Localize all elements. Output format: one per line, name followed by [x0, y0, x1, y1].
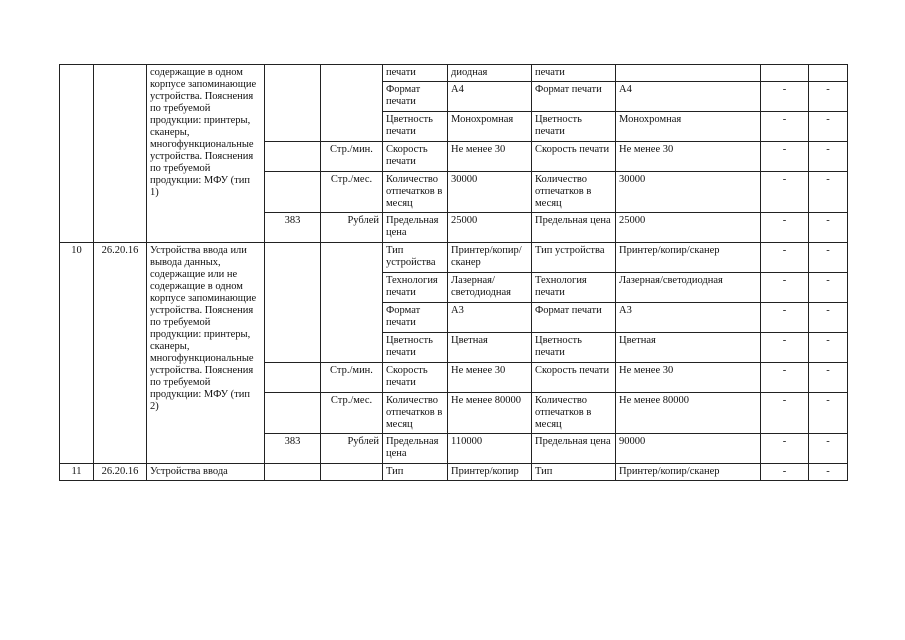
cell-characteristic: Предельная цена: [383, 213, 448, 243]
cell-unit: Стр./мес.: [321, 393, 383, 434]
cell-dash-1: -: [761, 303, 809, 333]
cell-value-2: А4: [616, 82, 761, 112]
cell-code: 383: [265, 434, 321, 464]
cell-characteristic: Цветность печати: [383, 333, 448, 363]
cell-value: А3: [448, 303, 532, 333]
cell-dash-1: -: [761, 142, 809, 172]
cell-code: [265, 393, 321, 434]
cell-characteristic-2: Формат печати: [532, 303, 616, 333]
cell-value-2: Не менее 30: [616, 363, 761, 393]
table-row: [60, 243, 848, 273]
cell-unit: [321, 464, 383, 481]
cell-dash-2: -: [809, 303, 848, 333]
cell-unit: Рублей: [321, 213, 383, 243]
cell-characteristic: Тип: [383, 464, 448, 481]
cell-characteristic: Цветность печати: [383, 112, 448, 142]
cell-dash-2: -: [809, 172, 848, 213]
cell-characteristic: Предельная цена: [383, 434, 448, 464]
cell-value: 30000: [448, 172, 532, 213]
cell-dash-1: -: [761, 273, 809, 303]
cell-description: Устройства ввода: [147, 464, 265, 481]
cell-value-2: 30000: [616, 172, 761, 213]
cell-code: [265, 172, 321, 213]
cell-code: [265, 142, 321, 172]
cell-dash-1: -: [761, 112, 809, 142]
cell-num: 11: [60, 464, 94, 481]
cell-value-2: А3: [616, 303, 761, 333]
cell-value-2: Лазерная/светодиодная: [616, 273, 761, 303]
cell-value-2: Не менее 80000: [616, 393, 761, 434]
table-row: [60, 464, 848, 481]
cell-dash-2: -: [809, 112, 848, 142]
cell-dash-2: -: [809, 273, 848, 303]
cell-value: Принтер/копир: [448, 464, 532, 481]
cell-characteristic-2: Скорость печати: [532, 142, 616, 172]
cell-dash-1: -: [761, 434, 809, 464]
cell-characteristic-2: Предельная цена: [532, 213, 616, 243]
cell-characteristic-2: Цветность печати: [532, 112, 616, 142]
cell-characteristic-2: Количество отпечатков в месяц: [532, 393, 616, 434]
cell-dash-1: [761, 65, 809, 82]
cell-unit: Стр./мес.: [321, 172, 383, 213]
cell-value-2: Не менее 30: [616, 142, 761, 172]
cell-characteristic: Скорость печати: [383, 363, 448, 393]
cell-value: 25000: [448, 213, 532, 243]
requirements-table: [59, 64, 848, 481]
cell-okpd: [94, 65, 147, 243]
table-row: [60, 65, 848, 82]
cell-dash-2: -: [809, 434, 848, 464]
cell-num: 10: [60, 243, 94, 464]
cell-code: [265, 363, 321, 393]
cell-value-2: Принтер/копир/сканер: [616, 464, 761, 481]
cell-characteristic-2: Тип: [532, 464, 616, 481]
cell-unit: [321, 243, 383, 363]
cell-code: [265, 464, 321, 481]
cell-value-2: [616, 65, 761, 82]
cell-dash-2: -: [809, 393, 848, 434]
cell-dash-2: -: [809, 464, 848, 481]
cell-unit: Стр./мин.: [321, 142, 383, 172]
cell-unit: Стр./мин.: [321, 363, 383, 393]
cell-value: Не менее 80000: [448, 393, 532, 434]
cell-value: Цветная: [448, 333, 532, 363]
cell-dash-2: -: [809, 213, 848, 243]
cell-characteristic-2: печати: [532, 65, 616, 82]
cell-characteristic-2: Скорость печати: [532, 363, 616, 393]
cell-okpd: 26.20.16: [94, 243, 147, 464]
cell-dash-1: -: [761, 464, 809, 481]
cell-value-2: Принтер/копир/сканер: [616, 243, 761, 273]
cell-characteristic: Скорость печати: [383, 142, 448, 172]
cell-dash-2: -: [809, 82, 848, 112]
cell-unit: [321, 65, 383, 142]
cell-value: Не менее 30: [448, 363, 532, 393]
cell-characteristic-2: Формат печати: [532, 82, 616, 112]
cell-dash-1: -: [761, 363, 809, 393]
cell-num: [60, 65, 94, 243]
cell-dash-2: -: [809, 243, 848, 273]
cell-characteristic: печати: [383, 65, 448, 82]
cell-characteristic: Количество отпечатков в месяц: [383, 393, 448, 434]
cell-characteristic-2: Тип устройства: [532, 243, 616, 273]
cell-value-2: Монохромная: [616, 112, 761, 142]
cell-description: содержащие в одном корпусе запоминающие устройства. Пояснения по требуемой продукции: принтеры, сканеры, многофункциональные устройства. Пояснения по требуемой продукции: МФУ (тип 1): [147, 65, 265, 243]
cell-characteristic-2: Технология печати: [532, 273, 616, 303]
cell-characteristic-2: Предельная цена: [532, 434, 616, 464]
cell-value: Монохромная: [448, 112, 532, 142]
cell-characteristic: Формат печати: [383, 82, 448, 112]
cell-value-2: Цветная: [616, 333, 761, 363]
cell-code: [265, 243, 321, 363]
cell-dash-1: -: [761, 333, 809, 363]
cell-value-2: 25000: [616, 213, 761, 243]
cell-value: Не менее 30: [448, 142, 532, 172]
cell-characteristic: Тип устройства: [383, 243, 448, 273]
cell-value: Лазерная/светодиодная: [448, 273, 532, 303]
cell-dash-1: -: [761, 172, 809, 213]
cell-okpd: 26.20.16: [94, 464, 147, 481]
cell-dash-1: -: [761, 213, 809, 243]
cell-characteristic: Количество отпечатков в месяц: [383, 172, 448, 213]
cell-dash-2: -: [809, 142, 848, 172]
cell-value: 110000: [448, 434, 532, 464]
cell-characteristic: Технология печати: [383, 273, 448, 303]
cell-dash-1: -: [761, 393, 809, 434]
cell-characteristic-2: Количество отпечатков в месяц: [532, 172, 616, 213]
cell-code: [265, 65, 321, 142]
cell-code: 383: [265, 213, 321, 243]
cell-value-2: 90000: [616, 434, 761, 464]
cell-dash-2: [809, 65, 848, 82]
cell-unit: Рублей: [321, 434, 383, 464]
cell-description: Устройства ввода или вывода данных, содержащие или не содержащие в одном корпусе запоминающие устройства. Пояснения по требуемой продукции: принтеры, сканеры, многофункциональные устройства. Пояснения по требуемой продукции: МФУ (тип 2): [147, 243, 265, 464]
cell-value: диодная: [448, 65, 532, 82]
cell-dash-2: -: [809, 363, 848, 393]
cell-characteristic: Формат печати: [383, 303, 448, 333]
cell-value: Принтер/копир/сканер: [448, 243, 532, 273]
cell-characteristic-2: Цветность печати: [532, 333, 616, 363]
cell-dash-1: -: [761, 82, 809, 112]
cell-dash-1: -: [761, 243, 809, 273]
cell-dash-2: -: [809, 333, 848, 363]
cell-value: А4: [448, 82, 532, 112]
